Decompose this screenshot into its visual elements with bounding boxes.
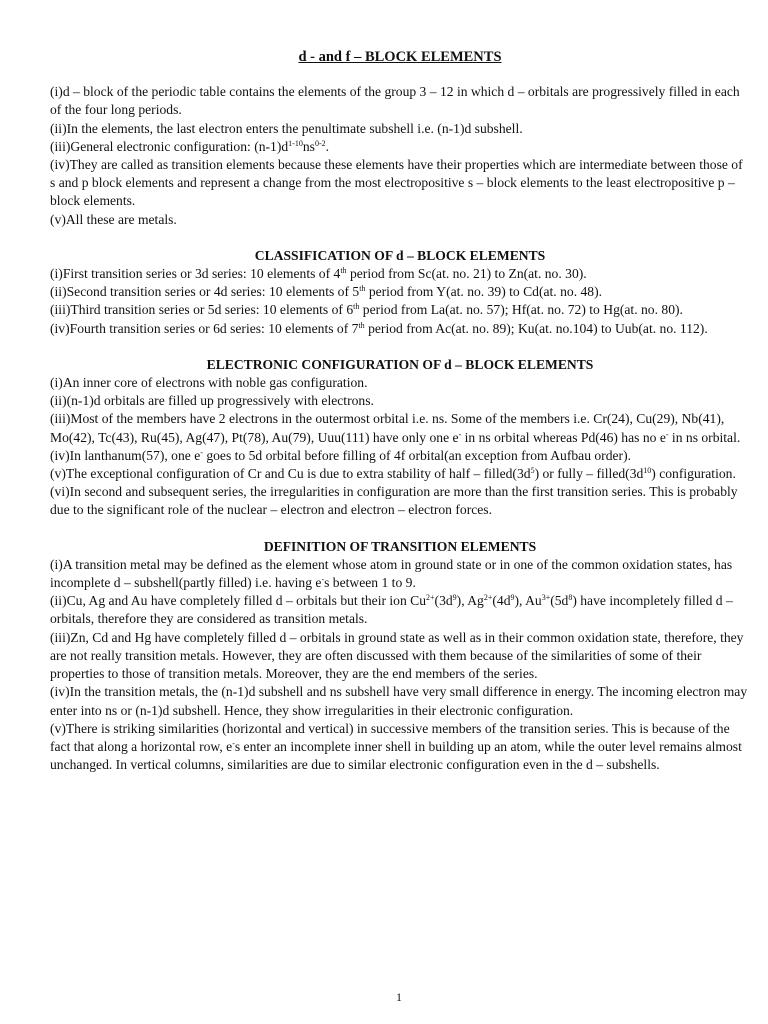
- classification-item-4: [50, 320, 750, 338]
- definition-paragraph-4: (iv)In the transition metals, the (n-1)d subshell and ns subshell have very small difference in energy. The incoming electron may enter into ns or (n-1)d subshell. Hence, they show irregularities in their electronic configuration.: [50, 684, 748, 718]
- configuration-paragraph-3: [50, 410, 750, 446]
- text-run: period from La(at. no. 57); Hf(at. no. 72) to Hg(at. no. 80).: [359, 302, 683, 318]
- text-run: period from Sc(at. no. 21) to Zn(at. no. 30).: [346, 266, 587, 282]
- text-run: (i)First transition series or 3d series: 10 elements of 4: [50, 266, 341, 282]
- superscript: 10: [643, 466, 652, 476]
- classification-heading: CLASSIFICATION OF d – BLOCK ELEMENTS: [254, 247, 546, 263]
- superscript: 3+: [541, 593, 551, 603]
- text-run: ns: [302, 138, 315, 154]
- definition-paragraph-5: [50, 720, 750, 775]
- superscript: 9: [452, 593, 457, 603]
- superscript: 5: [530, 466, 535, 476]
- superscript: th: [359, 284, 366, 294]
- configuration-paragraph-1: (i)An inner core of electrons with noble gas configuration.: [50, 375, 368, 391]
- configuration-heading: ELECTRONIC CONFIGURATION OF d – BLOCK ELEMENTS: [206, 356, 594, 372]
- superscript: 9: [510, 593, 515, 603]
- text-run: in ns orbital whereas Pd(46) has no e: [461, 429, 666, 445]
- document-page: [50, 48, 750, 774]
- definition-paragraph-1: [50, 556, 750, 592]
- text-run: (iii)General electronic configuration: (n-1)d: [50, 138, 289, 154]
- definition-paragraph-3: (iii)Zn, Cd and Hg have completely filled d – orbitals in ground state as well as in their common oxidation state, therefore, they are not really transition metals. However, they are often discussed with them because of the similarities of some of their properties to those of transition metals. Moreover, they are the end members of the series.: [50, 629, 744, 682]
- superscript: -: [665, 429, 669, 439]
- superscript: -: [458, 429, 462, 439]
- text-run: period from Y(at. no. 39) to Cd(at. no. 48).: [365, 284, 603, 300]
- text-run: ) or fully – filled(3d: [534, 466, 644, 482]
- intro-paragraph-2: (ii)In the elements, the last electron enters the penultimate subshell i.e. (n-1)d subshell.: [50, 120, 523, 136]
- classification-item-3: [50, 301, 750, 319]
- definition-paragraph-2: [50, 592, 750, 628]
- text-run: (iii)Third transition series or 5d series: 10 elements of 6: [50, 302, 354, 318]
- text-run: (iii)Most of the members have 2 electrons in the outermost orbital i.e. ns. Some of the members i.e. Cr(24), Cu(29), Nb(41), Mo(42), Tc(43), Ru(45), Ag(47), Pt(78), Au(79), Uuu(111) have only one e: [50, 411, 725, 445]
- text-run: s between 1 to 9.: [324, 575, 416, 591]
- superscript: th: [340, 266, 347, 276]
- text-run: (iv)Fourth transition series or 6d series: 10 elements of 7: [50, 320, 359, 336]
- text-run: ) configuration.: [651, 466, 736, 482]
- document-title: d - and f – BLOCK ELEMENTS: [298, 49, 502, 65]
- configuration-paragraph-6: (vi)In second and subsequent series, the irregularities in configuration are more than the first transition series. This is probably due to the significant role of the nuclear – electron and electron – electron forces.: [50, 484, 738, 518]
- superscript: 1-10: [288, 138, 303, 148]
- page-number: 1: [396, 990, 402, 1004]
- configuration-paragraph-4: [50, 447, 750, 465]
- intro-paragraph-1: (i)d – block of the periodic table contains the elements of the group 3 – 12 in which d – orbitals are progressively filled in each of the four long periods.: [50, 84, 740, 118]
- superscript: 2+: [426, 593, 435, 603]
- text-run: (5d: [550, 593, 569, 609]
- superscript: 8: [568, 593, 573, 603]
- text-run: (v)The exceptional configuration of Cr and Cu is due to extra stability of half – filled(3d: [50, 466, 531, 482]
- text-run: (i)A transition metal may be defined as the element whose atom in ground state or in one of the common oxidation states, has incomplete d – subshell(partly filled) i.e. having e: [50, 556, 733, 591]
- text-run: (ii)Second transition series or 4d series: 10 elements of 5: [50, 284, 360, 300]
- text-run: (v)There is striking similarities (horizontal and vertical) in successive members of the transition series. This is because of the fact that along a horizontal row, e: [50, 720, 730, 754]
- superscript: th: [358, 320, 365, 330]
- intro-paragraph-4: (iv)They are called as transition elements because these elements have their properties which are intermediate between those of s and p block elements and represent a change from the most electropositive s – block elements to the least electropositive p – block elements.: [50, 157, 743, 209]
- text-run: ) have incompletely filled d – orbitals, therefore they are considered as transition metals.: [50, 593, 733, 627]
- configuration-paragraph-2: (ii)(n-1)d orbitals are filled up progressively with electrons.: [50, 393, 374, 409]
- text-run: goes to 5d orbital before filling of 4f orbital(an exception from Aufbau order).: [202, 447, 631, 463]
- spacer: [50, 520, 750, 538]
- text-run: (4d: [492, 593, 511, 609]
- text-run: (ii)Cu, Ag and Au have completely filled d – orbitals but their ion Cu: [50, 593, 427, 609]
- text-run: .: [325, 138, 330, 154]
- classification-item-1: [50, 265, 750, 283]
- superscript: 0-2: [314, 138, 326, 148]
- text-run: period from Ac(at. no. 89); Ku(at. no.104) to Uub(at. no. 112).: [364, 320, 708, 336]
- text-run: (iv)In lanthanum(57), one e: [50, 447, 201, 463]
- superscript: th: [353, 302, 360, 312]
- intro-paragraph-3: [50, 138, 750, 156]
- text-run: ), Au: [514, 593, 542, 609]
- configuration-paragraph-5: [50, 465, 750, 483]
- definition-heading: DEFINITION OF TRANSITION ELEMENTS: [263, 538, 537, 554]
- text-run: ), Ag: [456, 593, 484, 609]
- superscript: -: [321, 575, 325, 585]
- classification-item-2: [50, 283, 750, 301]
- superscript: 2+: [483, 593, 493, 603]
- intro-paragraph-5: (v)All these are metals.: [50, 211, 177, 227]
- superscript: -: [232, 738, 235, 748]
- spacer: [50, 229, 750, 247]
- text-run: s enter an incomplete inner shell in building up an atom, while the outer level remains almost unchanged. In vertical columns, similarities are due to similar electronic configuration even in the d – subshells.: [50, 738, 742, 773]
- text-run: (3d: [434, 593, 453, 609]
- text-run: in ns orbital.: [668, 429, 741, 445]
- spacer: [50, 338, 750, 356]
- superscript: -: [200, 447, 203, 457]
